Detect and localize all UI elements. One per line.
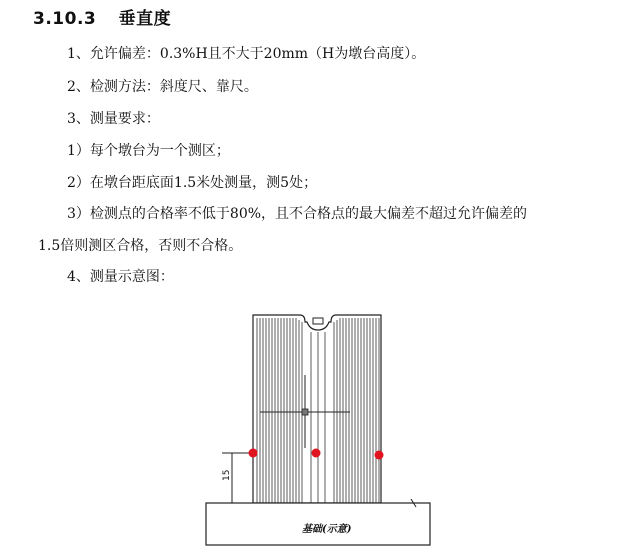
paragraph-diagram-title: 4、测量示意图： — [67, 269, 174, 285]
measure-point-left — [249, 449, 258, 458]
paragraph-req-3-cont: 1.5倍则测区合格，否则不合格。 — [38, 238, 243, 254]
paragraph-tolerance: 1、允许偏差：0.3%H且不大于20mm（H为墩台高度）。 — [67, 46, 426, 62]
paragraph-method: 2、检测方法：斜度尺、靠尺。 — [67, 79, 258, 95]
section-number: 3.10.3 — [33, 9, 97, 29]
paragraph-req-3: 3）检测点的合格率不低于80%，且不合格点的最大偏差不超过允许偏差的 — [67, 206, 528, 222]
measure-point-center — [312, 449, 321, 458]
measure-point-right — [375, 451, 384, 460]
paragraph-req-1: 1）每个墩台为一个测区； — [67, 143, 230, 159]
paragraph-req-2: 2）在墩台距底面1.5米处测量，测5处； — [67, 175, 318, 191]
section-title: 垂直度 — [118, 9, 172, 29]
paragraph-requirements: 3、测量要求： — [67, 111, 160, 127]
base-label: 基础(示意) — [302, 524, 352, 535]
pier-top-notch — [313, 318, 323, 324]
crosshair-center — [302, 409, 308, 415]
dimension-label: 15 — [222, 469, 232, 481]
